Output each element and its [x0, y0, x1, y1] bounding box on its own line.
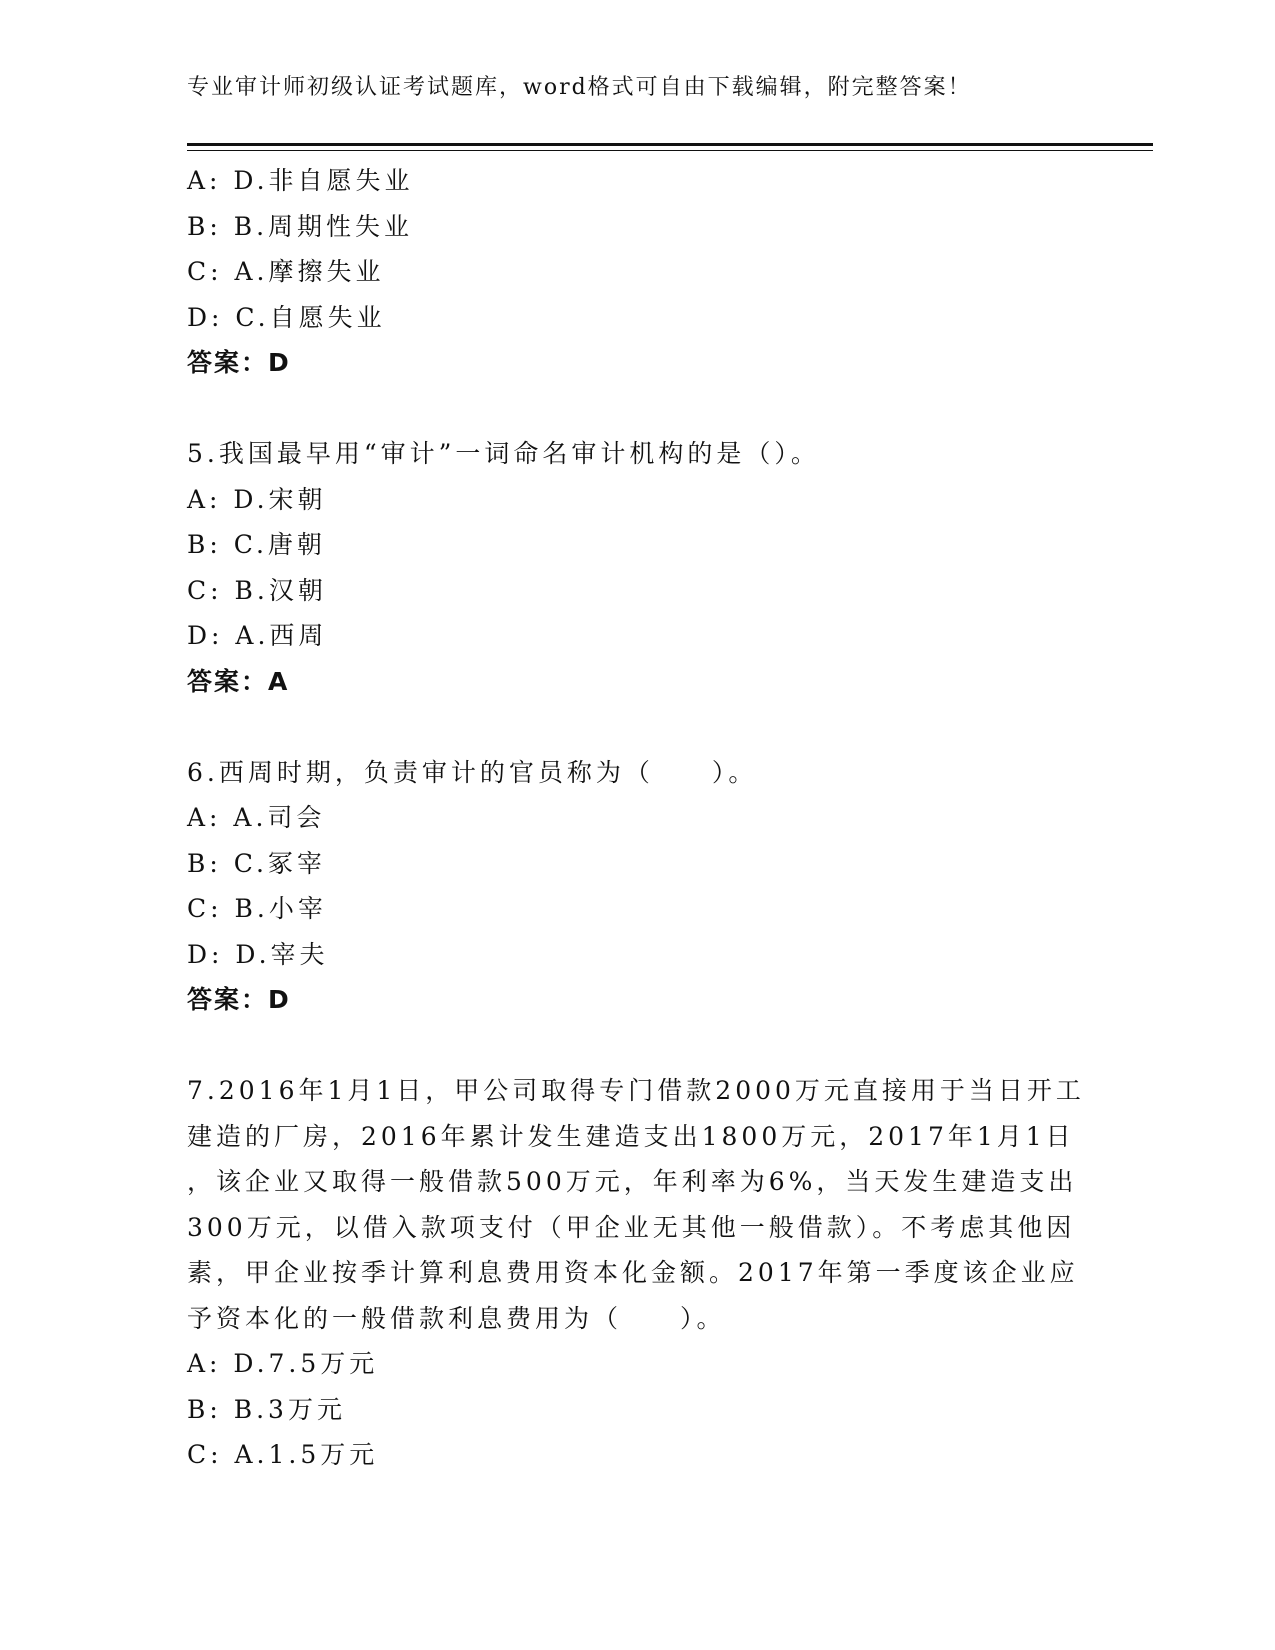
q5-option-d: D: A.西周: [187, 621, 328, 650]
page-header: 专业审计师初级认证考试题库，word格式可自由下载编辑，附完整答案！: [187, 75, 972, 100]
spacer: [187, 1023, 1087, 1069]
q6-option-d: D: D.宰夫: [187, 939, 329, 969]
header-rule-thin: [187, 150, 1153, 151]
option-b: B: B.周期性失业: [187, 211, 414, 241]
question-6-text: 6.西周时期，负责审计的官员称为（ ）。: [187, 757, 758, 787]
question-7-line-4: 300万元，以借入款项支付（甲企业无其他一般借款）。不考虑其他因: [187, 1212, 1076, 1242]
question-7-line-3: ，该企业又取得一般借款500万元，年利率为6%，当天发生建造支出: [187, 1167, 1078, 1196]
question-7-line-1: 7.2016年1月1日，甲公司取得专门借款2000万元直接用于当日开工: [187, 1076, 1085, 1105]
spacer: [187, 386, 1087, 432]
q7-option-c: C: A.1.5万元: [187, 1440, 379, 1469]
question-5-text: 5.我国最早用“审计”一词命名审计机构的是（）。: [187, 439, 820, 468]
q6-option-b: B: C.冢宰: [187, 848, 326, 878]
question-7-line-6: 予资本化的一般借款利息费用为（ ）。: [187, 1303, 726, 1333]
answer-line: 答案：D: [187, 348, 291, 377]
option-c: C: A.摩擦失业: [187, 257, 385, 286]
q6-answer: 答案：D: [187, 985, 291, 1014]
header-rule-thick: [187, 143, 1153, 146]
q7-option-a: A: D.7.5万元: [187, 1349, 379, 1378]
option-a: A: D.非自愿失业: [187, 166, 414, 195]
spacer: [187, 704, 1087, 750]
q5-option-b: B: C.唐朝: [187, 530, 326, 559]
option-d: D: C.自愿失业: [187, 302, 386, 332]
q5-answer: 答案：A: [187, 666, 290, 696]
question-7-line-2: 建造的厂房，2016年累计发生建造支出1800万元，2017年1月1日: [187, 1121, 1075, 1151]
q6-option-c: C: B.小宰: [187, 894, 327, 923]
q7-option-b: B: B.3万元: [187, 1394, 346, 1424]
question-content: [187, 158, 1087, 1478]
question-7-line-5: 素，甲企业按季计算利息费用资本化金额。2017年第一季度该企业应: [187, 1258, 1079, 1287]
q6-option-a: A: A.司会: [187, 803, 326, 832]
q5-option-c: C: B.汉朝: [187, 575, 327, 605]
q5-option-a: A: D.宋朝: [187, 484, 327, 514]
